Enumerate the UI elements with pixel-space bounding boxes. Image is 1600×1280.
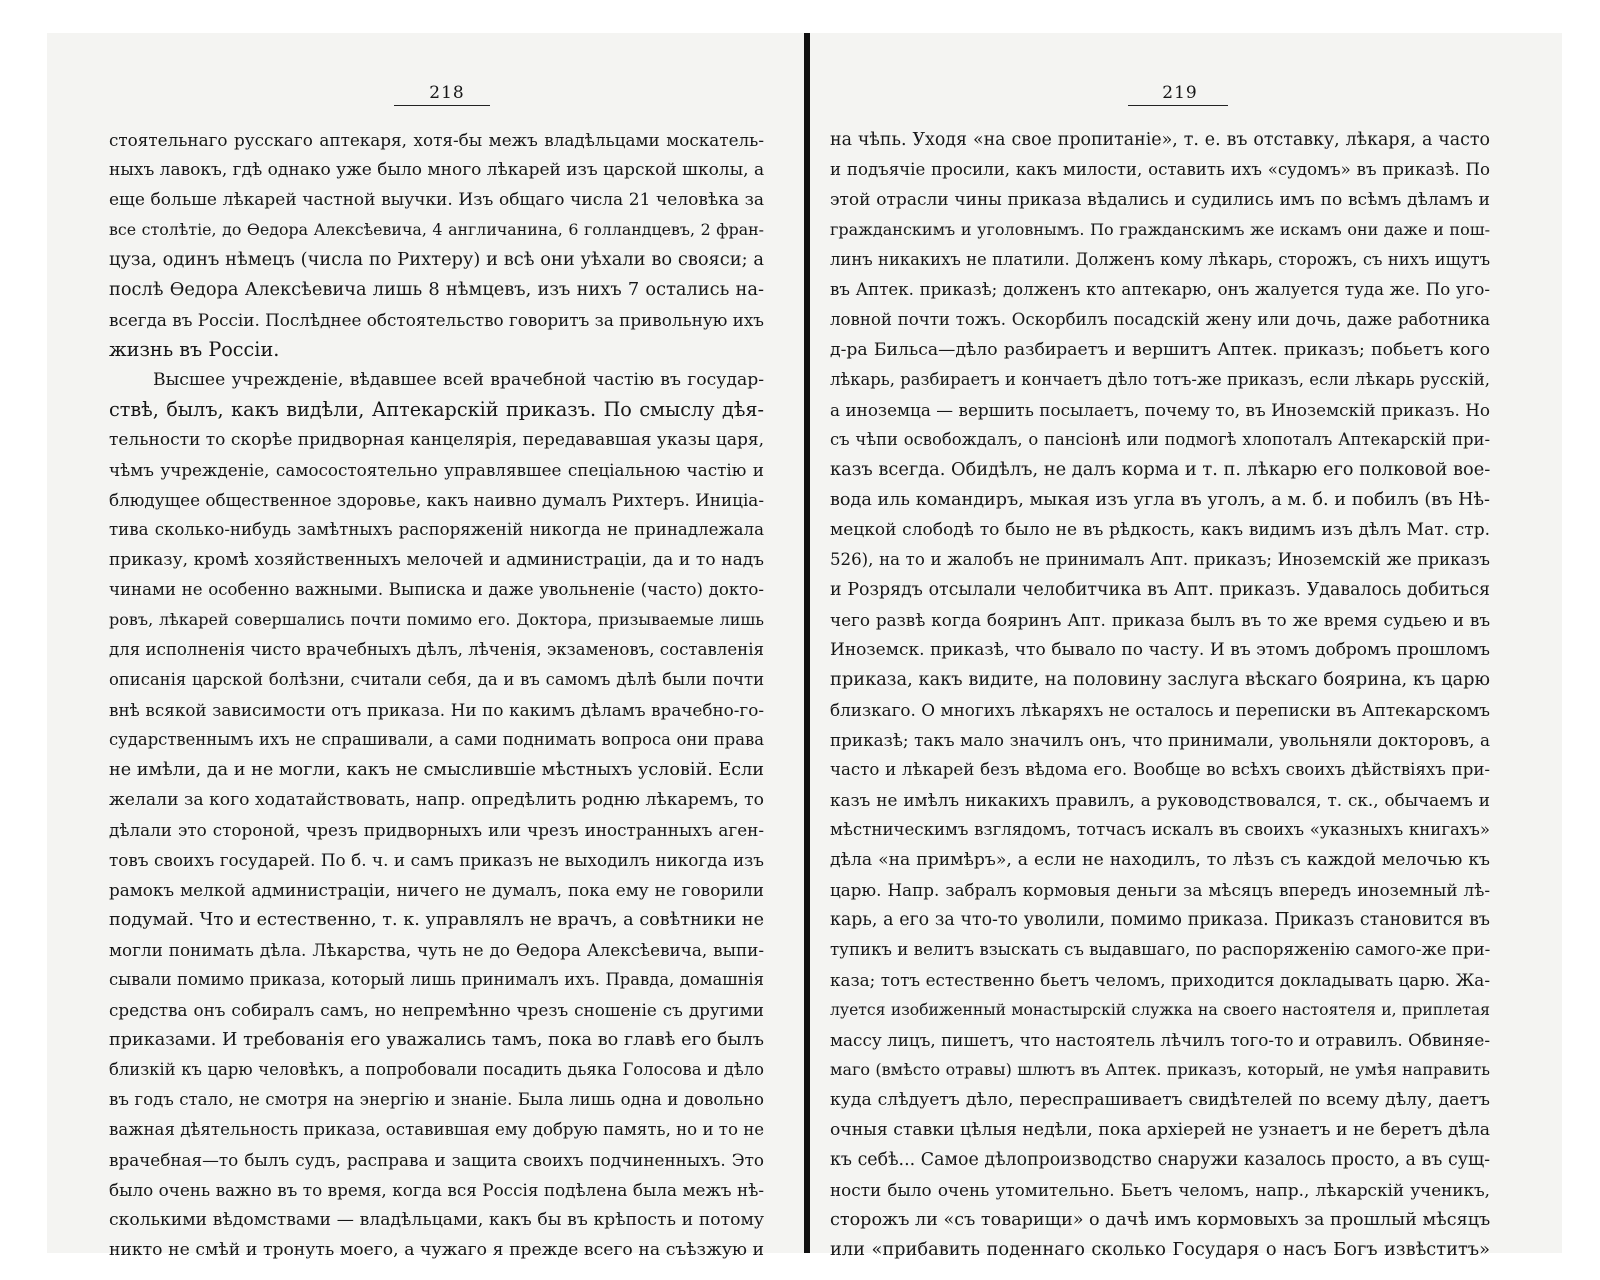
text-line: Высшее учрежденіе, вѣдавшее всей врачебной частію въ государ- xyxy=(153,370,764,390)
text-line: чинами не особенно важными. Выписка и даже увольненіе (часто) докто- xyxy=(109,580,764,599)
text-line: карь, а его за что-то уволили, помимо приказа. Приказъ становится въ xyxy=(830,910,1490,930)
text-line: съ чѣпи освобождалъ, о пансіонѣ или подмогѣ хлопоталъ Аптекарскій при- xyxy=(830,430,1490,449)
left-page xyxy=(47,33,804,1260)
text-line: ловной почти тожъ. Оскорбилъ посадскій жену или дочь, даже работника xyxy=(830,310,1490,329)
text-line: стоятельнаго русскаго аптекаря, хотя-бы межъ владѣльцами москатель- xyxy=(109,130,764,150)
text-line: все столѣтіе, до Ѳедора Алексѣевича, 4 англичанина, 6 голландцевъ, 2 фран- xyxy=(109,220,764,239)
text-line: на чѣпь. Уходя «на свое пропитаніе», т. е. въ отставку, лѣкаря, а часто xyxy=(830,130,1490,150)
text-line: мѣстническимъ взглядомъ, тотчасъ искалъ въ своихъ «указныхъ книгахъ» xyxy=(830,820,1490,839)
text-line: не имѣли, да и не могли, какъ не смыслившіе мѣстныхъ условій. Если xyxy=(109,760,764,780)
text-line: сывали помимо приказа, который лишь принималъ ихъ. Правда, домашнія xyxy=(109,970,764,989)
text-line: врачебная—то былъ судъ, расправа и защита своихъ подчиненныхъ. Это xyxy=(109,1150,764,1170)
text-line: маго (вмѣсто отравы) шлютъ въ Аптек. приказъ, который, не умѣя направить xyxy=(830,1060,1490,1079)
text-line: сколькими вѣдомствами — владѣльцами, какъ бы въ крѣпость и потому xyxy=(109,1210,764,1230)
text-line: и Розрядъ отсылали челобитчика въ Апт. приказъ. Удавалось добиться xyxy=(830,580,1490,600)
text-line: сторожъ ли «съ товарищи» о дачѣ имъ кормовыхъ за прошлый мѣсяцъ xyxy=(830,1210,1490,1230)
text-line: приказа, какъ видите, на половину заслуга вѣскаго боярина, къ царю xyxy=(830,669,1490,690)
text-line: мецкой слободѣ то было не въ рѣдкость, какъ видимъ изъ дѣлъ Мат. стр. xyxy=(830,520,1490,540)
text-line: приказу, кромѣ хозяйственныхъ мелочей и администраціи, да и то надъ xyxy=(109,550,764,570)
text-line: ности было очень утомительно. Бьетъ челомъ, напр., лѣкарскій ученикъ, xyxy=(830,1180,1490,1200)
text-line: Иноземск. приказѣ, что бывало по часту. И въ этомъ добромъ прошломъ xyxy=(830,640,1490,660)
text-line: цуза, одинъ нѣмецъ (числа по Рихтеру) и всѣ они уѣхали во свояси; а xyxy=(109,249,764,270)
text-line: куда слѣдуетъ дѣло, переспрашиваетъ свидѣтелей по всему дѣлу, даетъ xyxy=(830,1090,1490,1110)
text-line: рамокъ мелкой администраціи, ничего не думалъ, пока ему не говорили xyxy=(109,880,764,900)
text-line: важная дѣятельность приказа, оставившая ему добрую память, но и то не xyxy=(109,1120,764,1139)
text-line: блюдущее общественное здоровье, какъ наивно думалъ Рихтеръ. Иниціа- xyxy=(109,490,764,510)
page-text xyxy=(830,125,1490,1265)
text-line: въ Аптек. приказѣ; долженъ кто аптекарю, онъ жалуется туда же. По уго- xyxy=(830,280,1490,299)
text-line: никто не смѣй и тронуть моего, а чужаго я прежде всего на съѣзжую и xyxy=(109,1240,764,1260)
text-line: казъ всегда. Обидѣлъ, не далъ корма и т. п. лѣкарю его полковой вое- xyxy=(830,459,1490,480)
text-line: было очень важно въ то время, когда вся Россія подѣлена была межъ нѣ- xyxy=(109,1180,764,1200)
text-line: еще больше лѣкарей частной выучки. Изъ общаго числа 21 человѣка за xyxy=(109,190,764,210)
text-line: желали за кого ходатайствовать, напр. опредѣлить родню лѣкаремъ, то xyxy=(109,790,764,810)
header-rule xyxy=(1128,105,1228,106)
text-line: каза; тотъ естественно бьетъ челомъ, приходится докладывать царю. Жа- xyxy=(830,970,1490,990)
text-line: сударственнымъ ихъ не спрашивали, а сами поднимать вопроса они права xyxy=(109,730,764,749)
text-line: этой отрасли чины приказа вѣдались и судились имъ по всѣмъ дѣламъ и xyxy=(830,190,1490,210)
text-line: ровъ, лѣкарей совершались почти помимо его. Доктора, призываемые лишь xyxy=(109,610,764,629)
text-line: описанія царской болѣзни, считали себя, да и въ самомъ дѣлѣ были почти xyxy=(109,670,764,689)
text-line: товъ своихъ государей. По б. ч. и самъ приказъ не выходилъ никогда изъ xyxy=(109,850,764,870)
text-line: чего развѣ когда бояринъ Апт. приказа былъ въ то же время судьею и въ xyxy=(830,610,1490,630)
text-line: линъ никакихъ не платили. Долженъ кому лѣкарь, сторожъ, съ нихъ ищутъ xyxy=(830,250,1490,269)
header-rule xyxy=(394,105,490,106)
text-line: гражданскимъ и уголовнымъ. По гражданскимъ же искамъ они даже и пош- xyxy=(830,220,1490,239)
text-line: жизнь въ Россіи. xyxy=(109,338,280,361)
text-line: и подъячіе просили, какъ милости, оставить ихъ «судомъ» въ приказѣ. По xyxy=(830,160,1490,179)
text-line: всегда въ Россіи. Послѣднее обстоятельство говоритъ за привольную ихъ xyxy=(109,310,764,330)
text-line: дѣлали это стороной, чрезъ придворныхъ или чрезъ иностранныхъ аген- xyxy=(109,820,764,840)
text-line: ныхъ лавокъ, гдѣ однако уже было много лѣкарей изъ царской школы, а xyxy=(109,160,764,180)
text-line: дѣла «на примѣръ», а если не находилъ, то лѣзъ съ каждой мелочью къ xyxy=(830,850,1490,870)
text-line: чѣмъ учрежденіе, самосостоятельно управлявшее спеціальною частію и xyxy=(109,460,764,480)
text-line: царю. Напр. забралъ кормовыя деньги за мѣсяцъ впередъ иноземный лѣ- xyxy=(830,880,1490,900)
page-number: 219 xyxy=(1162,83,1198,103)
text-line: послѣ Ѳедора Алексѣевича лишь 8 нѣмцевъ, изъ нихъ 7 остались на- xyxy=(109,279,764,300)
text-line: близкаго. О многихъ лѣкаряхъ не осталось и переписки въ Аптекарскомъ xyxy=(830,700,1490,720)
text-line: часто и лѣкарей безъ вѣдома его. Вообще во всѣхъ своихъ дѣйствіяхъ при- xyxy=(830,760,1490,779)
page-number: 218 xyxy=(429,83,465,103)
text-line: средства онъ собиралъ самъ, но непремѣнно чрезъ сношеніе съ другими xyxy=(109,1000,764,1020)
text-line: близкій къ царю человѣкъ, а попробовали посадить дьяка Голосова и дѣло xyxy=(109,1060,764,1079)
text-line: ствѣ, былъ, какъ видѣли, Аптекарскій приказъ. По смыслу дѣя- xyxy=(109,398,764,421)
text-line: а иноземца — вершить посылаетъ, почему то, въ Иноземскій приказъ. Но xyxy=(830,400,1490,420)
text-line: къ себѣ... Самое дѣлопроизводство снаружи казалось просто, а въ сущ- xyxy=(830,1150,1490,1170)
text-line: очныя ставки цѣлыя недѣли, пока архіерей не узнаетъ и не беретъ дѣла xyxy=(830,1120,1490,1140)
text-line: массу лицъ, пишетъ, что настоятель лѣчилъ того-то и отравилъ. Обвиняе- xyxy=(830,1030,1490,1050)
text-line: казъ не имѣлъ никакихъ правилъ, а руководствовался, т. ск., обычаемъ и xyxy=(830,790,1490,810)
text-line: въ годъ стало, не смотря на энергію и знаніе. Была лишь одна и довольно xyxy=(109,1090,764,1109)
text-line: луется изобиженный монастырскій служка на своего настоятеля и, приплетая xyxy=(830,1001,1490,1019)
text-line: внѣ всякой зависимости отъ приказа. Ни по какимъ дѣламъ врачебно-го- xyxy=(109,700,764,720)
text-line: д-ра Бильса—дѣло разбираетъ и вершитъ Аптек. приказъ; побьетъ кого xyxy=(830,340,1490,360)
text-line: могли понимать дѣла. Лѣкарства, чуть не до Ѳедора Алексѣевича, выпи- xyxy=(109,940,764,960)
text-line: тупикъ и велитъ взыскать съ выдавшаго, по распоряженію самого-же при- xyxy=(830,940,1490,959)
page-text xyxy=(109,125,764,1265)
text-line: приказѣ; такъ мало значилъ онъ, что принимали, увольняли докторовъ, а xyxy=(830,730,1490,750)
text-line: подумай. Что и естественно, т. к. управлялъ не врачъ, а совѣтники не xyxy=(109,910,764,930)
right-page xyxy=(810,33,1562,1260)
text-line: или «прибавить поденнаго сколько Государя о насъ Богъ извѣститъ» xyxy=(830,1239,1490,1260)
text-line: тельности то скорѣе придворная канцелярія, передававшая указы царя, xyxy=(109,430,764,450)
text-line: 526), на то и жалобъ не принималъ Апт. приказъ; Иноземскій же приказъ xyxy=(830,550,1490,569)
text-line: для исполненія чисто врачебныхъ дѣлъ, лѣченія, экзаменовъ, составленія xyxy=(109,640,764,659)
text-line: тива сколько-нибудь замѣтныхъ распоряженій никогда не принадлежала xyxy=(109,520,764,539)
text-line: вода иль командиръ, мыкая изъ угла въ уголъ, а м. б. и побилъ (въ Нѣ- xyxy=(830,490,1490,510)
text-line: приказами. И требованія его уважались тамъ, пока во главѣ его былъ xyxy=(109,1030,764,1050)
text-line: лѣкарь, разбираетъ и кончаетъ дѣло тотъ-же приказъ, если лѣкарь русскій, xyxy=(830,370,1490,389)
